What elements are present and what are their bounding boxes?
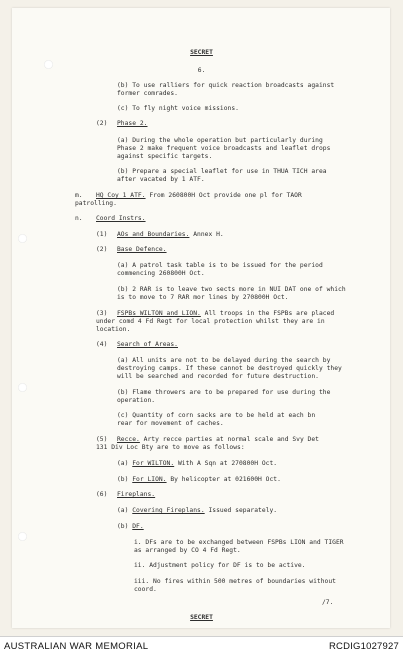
paragraph-heading: Base Defence. [117, 246, 167, 253]
paragraph-heading: DF. [132, 523, 144, 530]
text-line: (b) For LION. By helicopter at 021600H Oct. [117, 476, 281, 483]
text-line: i. DFs are to be exchanged between FSPBs LION and TIGER [134, 539, 344, 546]
text-line: iii. No fires within 500 metres of boundaries without [134, 578, 336, 585]
text-line: former comrades. [117, 90, 178, 97]
paragraph-heading: Covering Fireplans. [132, 507, 205, 514]
paragraph-number: (3) [96, 310, 108, 317]
paragraph-heading: For LION. [132, 476, 167, 483]
text-line: (a) A patrol task table is to be issued for the period [117, 262, 323, 269]
text-line: Phase 2 make frequent voice broadcasts and leaflet drops [117, 145, 331, 152]
paragraph-number: (1) [96, 231, 108, 238]
text-line: rear for movement of caches. [117, 420, 224, 427]
page-number: 6. [197, 67, 206, 74]
text-line: (b) To use ralliers for quick reaction broadcasts against [117, 82, 335, 89]
text-line: (c) Quantity of corn sacks are to be held at each bn [117, 412, 316, 419]
text-line: under comd 4 Fd Regt for local protection whilst they are in [96, 318, 325, 325]
text-line: Recce. Arty recce parties at normal scale and Svy Det [117, 436, 319, 443]
paragraph-heading: Fireplans. [117, 491, 156, 498]
classification-footer: SECRET [190, 614, 213, 621]
text-line: (a) Covering Fireplans. Issued separately. [117, 507, 278, 514]
continuation-mark: /7. [322, 599, 334, 606]
text-line: 131 Div Loc Bty are to move as follows: [96, 444, 245, 451]
punch-hole [18, 532, 27, 541]
paragraph-heading: Coord Instrs. [96, 215, 146, 222]
paragraph-heading: Search of Areas. [117, 341, 178, 348]
archive-footer [0, 636, 403, 655]
text-line: (c) To fly night voice missions. [117, 105, 239, 112]
punch-hole [18, 383, 27, 392]
text-line: after vacated by 1 ATF. [117, 176, 205, 183]
paragraph-number: (5) [96, 436, 108, 443]
text-line: coord. [134, 586, 157, 593]
text-line: (a) All units are not to be delayed during the search by [117, 357, 331, 364]
text-line: (b) DF. [117, 523, 144, 530]
text-line: (a) For WILTON. With A Sqn at 270800H Oct. [117, 460, 278, 467]
text-line: patrolling. [75, 200, 117, 207]
text-line: is to move to 7 RAR mor lines by 270800H Oct. [117, 294, 289, 301]
text-line: AOs and Boundaries. Annex H. [117, 231, 224, 238]
text-line: operation. [117, 397, 156, 404]
paragraph-heading: For WILTON. [132, 460, 175, 467]
paragraph-number: (2) [96, 246, 108, 253]
text-line: ii. Adjustment policy for DF is to be active. [134, 562, 306, 569]
text-line: as arranged by CO 4 Fd Regt. [134, 547, 241, 554]
paragraph-letter: m. [75, 192, 83, 199]
institution-name: AUSTRALIAN WAR MEMORIAL [4, 641, 149, 652]
paragraph-letter: n. [75, 215, 83, 222]
punch-hole [18, 234, 27, 243]
paragraph-heading: HQ Coy 1 ATF. [96, 192, 146, 199]
text-line: FSPBs WILTON and LION. All troops in the FSPBs are placed [117, 310, 335, 317]
paragraph-heading: AOs and Boundaries. [117, 231, 190, 238]
paragraph-heading: Phase 2. [117, 120, 148, 127]
text-line: (b) Flame throwers are to be prepared for use during the [117, 389, 331, 396]
paragraph-number: (2) [96, 120, 108, 127]
text-line: (b) 2 RAR is to leave two sects more in NUI DAT one of which [117, 286, 346, 293]
text-line: (a) During the whole operation but particularly during [117, 137, 323, 144]
paragraph-heading: Recce. [117, 436, 140, 443]
text-line: will be searched and recorded for future destruction. [117, 373, 319, 380]
paragraph-heading: FSPBs WILTON and LION. [117, 310, 201, 317]
text-line: location. [96, 326, 131, 333]
text-line: destroying camps. If these cannot be destroyed quickly they [117, 365, 342, 372]
paragraph-number: (6) [96, 491, 108, 498]
text-line: commencing 260800H Oct. [117, 270, 205, 277]
text-line: HQ Coy 1 ATF. From 260800H Oct provide one pl for TAOR [96, 192, 302, 199]
paragraph-number: (4) [96, 341, 108, 348]
text-line: (b) Prepare a special leaflet for use in THUA TICH area [117, 168, 327, 175]
classification-header: SECRET [190, 49, 213, 56]
record-id: RCDIG1027927 [329, 641, 399, 652]
text-line: against specific targets. [117, 153, 213, 160]
